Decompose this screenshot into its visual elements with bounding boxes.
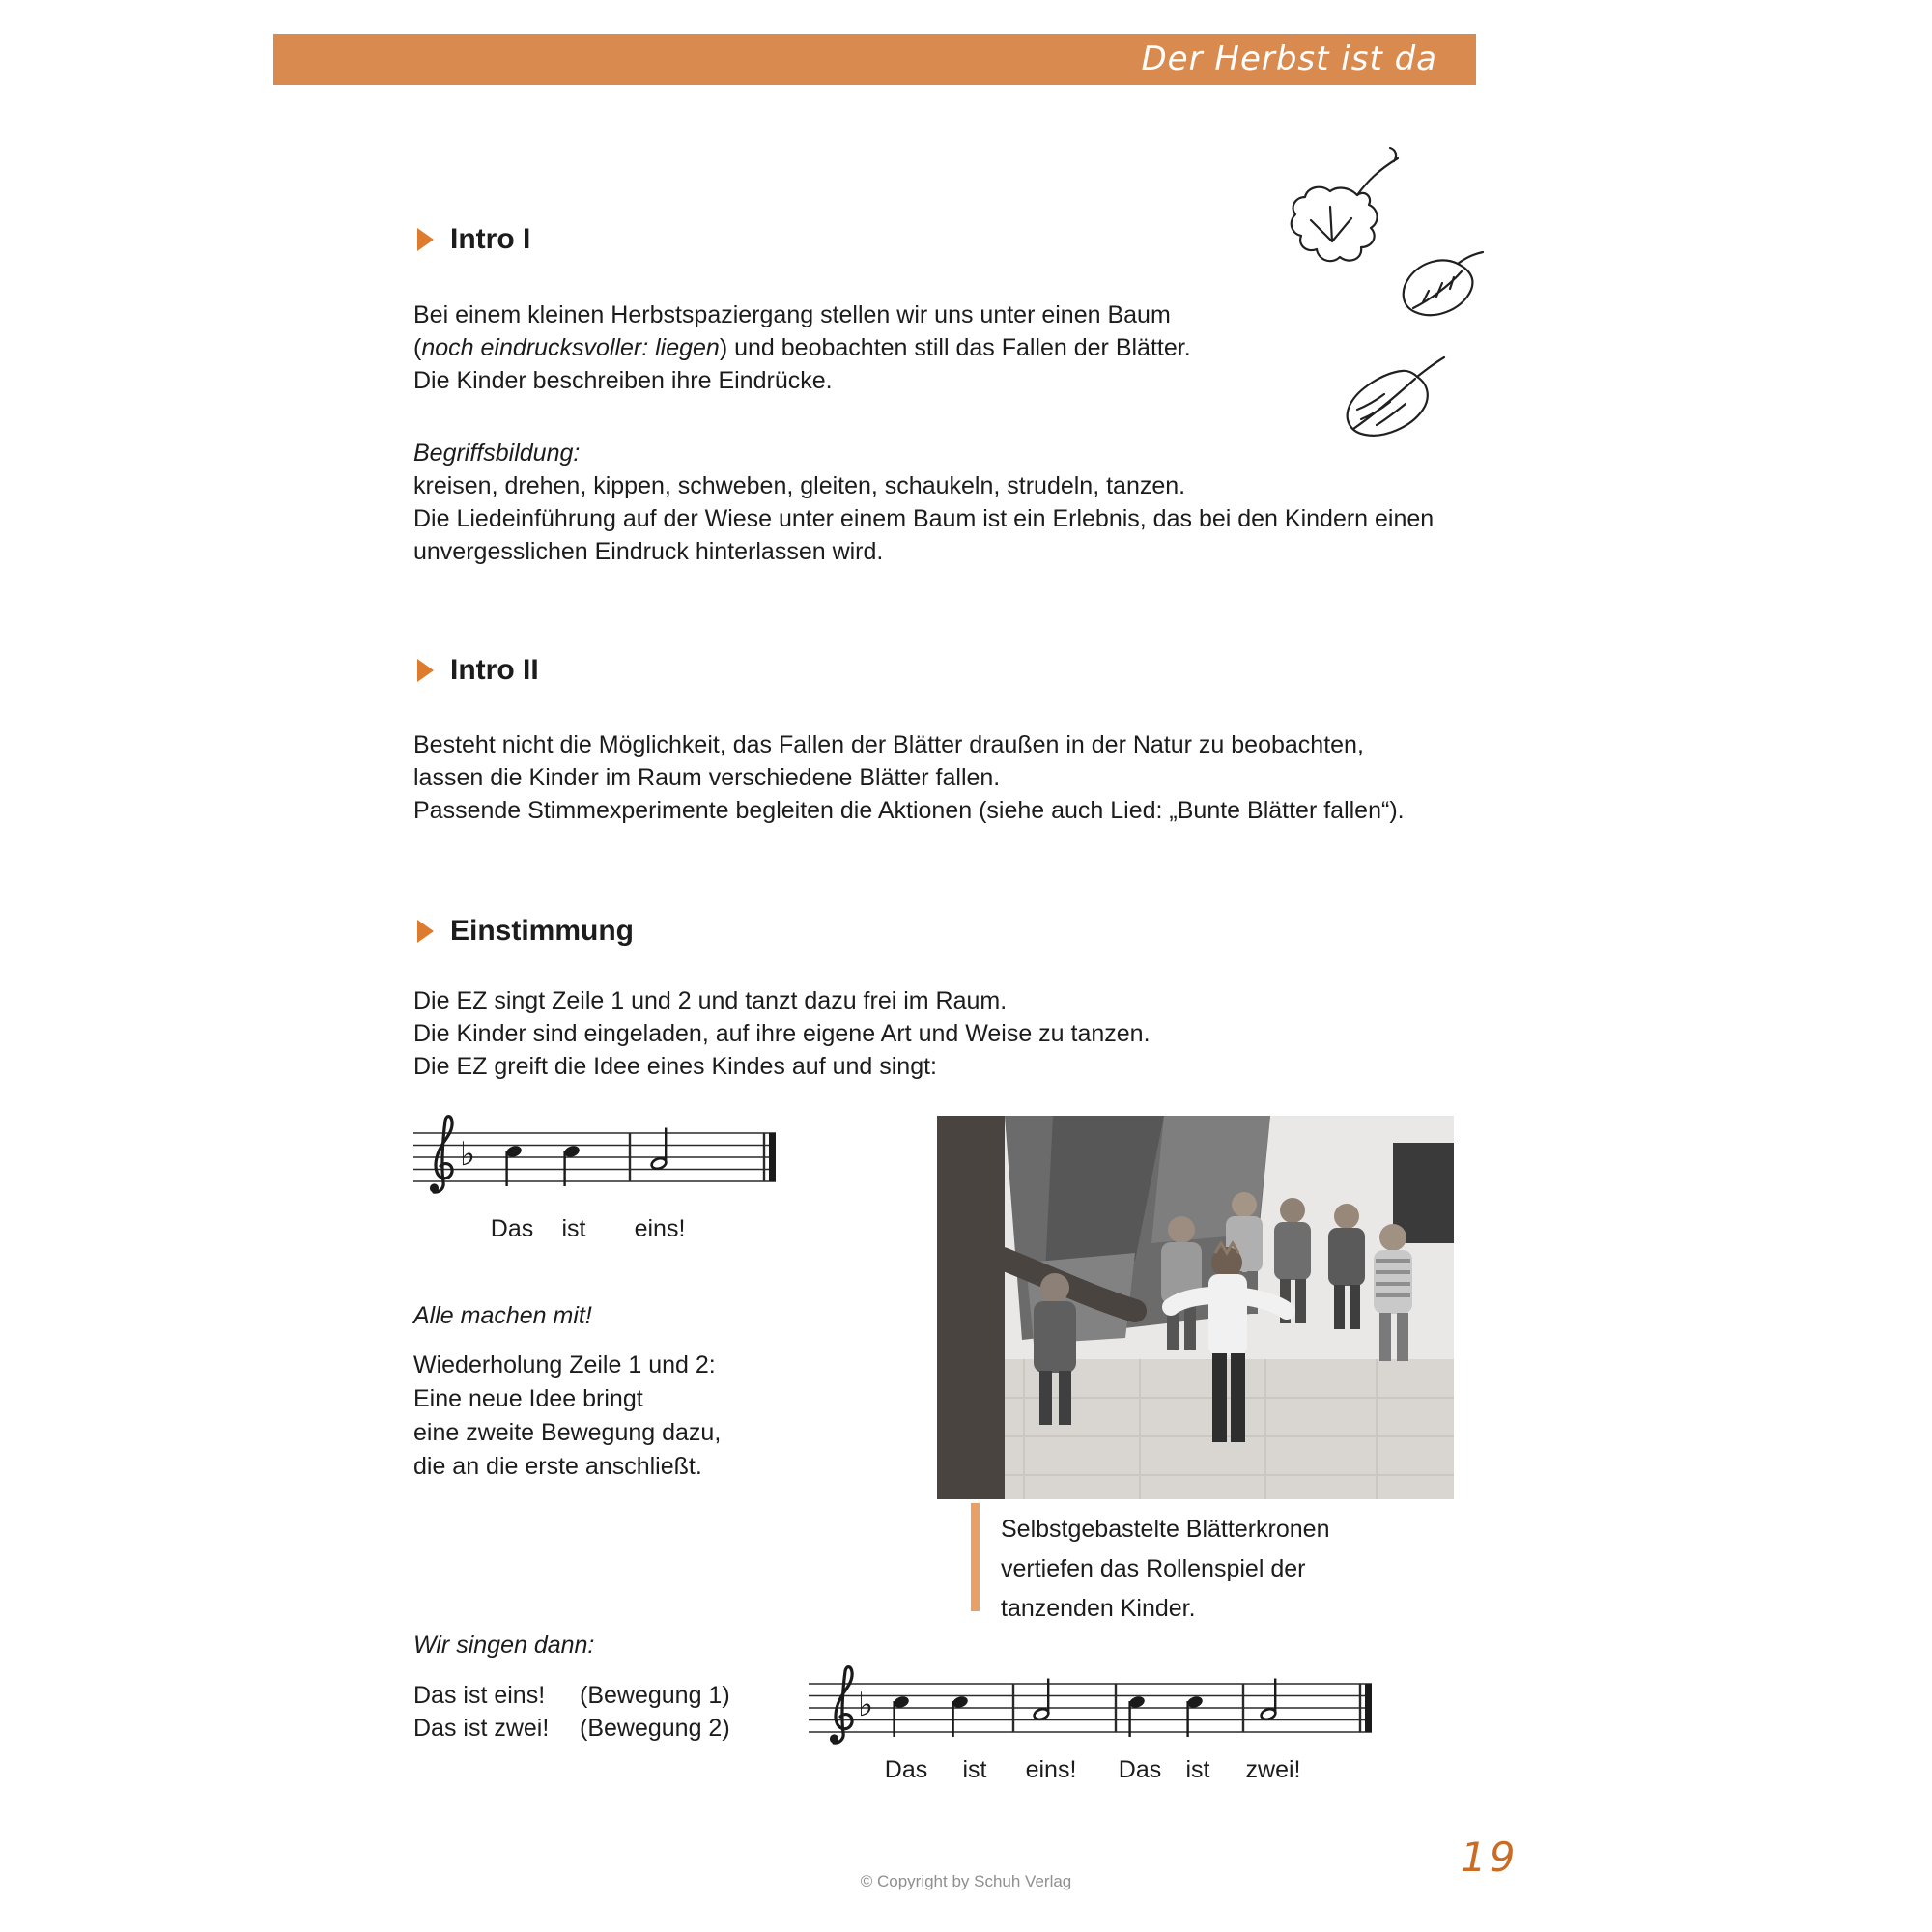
lyric-syllable: Das [1118,1756,1162,1783]
singen-lines [413,1679,730,1745]
copyright-notice: © Copyright by Schuh Verlag [860,1872,1072,1890]
caption-line: vertiefen das Rollenspiel der [1001,1555,1306,1582]
text-line: Wiederholung Zeile 1 und 2: [413,1351,716,1378]
header-band [273,34,1476,85]
section-marker-icon [417,228,434,251]
text-line: Die Kinder sind eingeladen, auf ihre eigene Art und Weise zu tanzen. [413,1020,1151,1047]
lyric-syllable: ist [962,1756,987,1783]
text-line: eine zweite Bewegung dazu, [413,1419,722,1446]
text-line: (noch eindrucksvoller: liegen) und beobachten still das Fallen der Blätter. [413,334,1191,361]
text-line: Das ist eins! (Bewegung 1) [413,1682,730,1709]
lyric-syllable: Das [490,1215,534,1242]
begriffsbildung-paragraph [413,437,1434,568]
flat-sign: ♭ [858,1686,874,1724]
section-heading-intro1: Intro I [450,223,531,255]
lyric-syllable: ist [1185,1756,1210,1783]
page-number: 19 [1461,1833,1519,1881]
text-line: Das ist zwei! (Bewegung 2) [413,1715,730,1742]
intro1-paragraph [413,298,1191,397]
photo-children-dancing [937,1116,1454,1499]
text-line: lassen die Kinder im Raum verschiedene Blätter fallen. [413,764,1001,791]
text-line: Eine neue Idee bringt [413,1385,643,1412]
text-line: Bei einem kleinen Herbstspaziergang stellen wir uns unter einen Baum [413,301,1171,328]
section-heading-einstimmung: Einstimmung [450,915,635,947]
text-line: die an die erste anschließt. [413,1453,702,1480]
lyric-syllable: Das [884,1756,928,1783]
text-line: Die Liedeinführung auf der Wiese unter einem Baum ist ein Erlebnis, das bei den Kindern einen [413,505,1435,532]
text-line: Die EZ singt Zeile 1 und 2 und tanzt dazu frei im Raum. [413,987,1008,1014]
text-line: Die Kinder beschreiben ihre Eindrücke. [413,367,833,394]
leaf-illustration-large [1280,140,1410,295]
caption-accent-bar [971,1503,980,1611]
alle-machen-mit-label: Alle machen mit! [413,1302,592,1329]
lyric-syllable: ist [561,1215,586,1242]
wir-singen-label: Wir singen dann: [413,1632,595,1659]
leaf-illustration-birch [1336,346,1449,450]
section-marker-icon [417,920,434,943]
caption-line: Selbstgebastelte Blätterkronen [1001,1516,1330,1543]
text-line: kreisen, drehen, kippen, schweben, gleiten, schaukeln, strudeln, tanzen. [413,472,1186,499]
lyric-syllable: eins! [1025,1756,1077,1783]
text-line: Passende Stimmexperimente begleiten die Aktionen (siehe auch Lied: „Bunte Blätter fallen“). [413,797,1405,824]
section-heading-intro2: Intro II [450,654,539,686]
music-staff-das-ist-eins-zwei [800,1660,1379,1789]
text-line: Besteht nicht die Möglichkeit, das Fallen der Blätter draußen in der Natur zu beobachten, [413,731,1364,758]
intro2-paragraph [413,728,1405,827]
music-staff-das-ist-eins [406,1111,782,1248]
lyric-syllable: zwei! [1245,1756,1301,1783]
photo-caption [1001,1510,1330,1629]
lyric-syllable: eins! [634,1215,686,1242]
caption-line: tanzenden Kinder. [1001,1595,1196,1622]
page-title: Der Herbst ist da [1141,40,1437,78]
text-line: Begriffsbildung: [413,440,581,467]
text-line: unvergesslichen Eindruck hinterlassen wird. [413,538,884,565]
einstimmung-paragraph [413,984,1151,1083]
section-marker-icon [417,659,434,682]
flat-sign: ♭ [460,1135,476,1174]
text-line: Die EZ greift die Idee eines Kindes auf und singt: [413,1053,937,1080]
leaf-illustration-small [1394,244,1488,329]
wiederholung-paragraph [413,1349,721,1484]
